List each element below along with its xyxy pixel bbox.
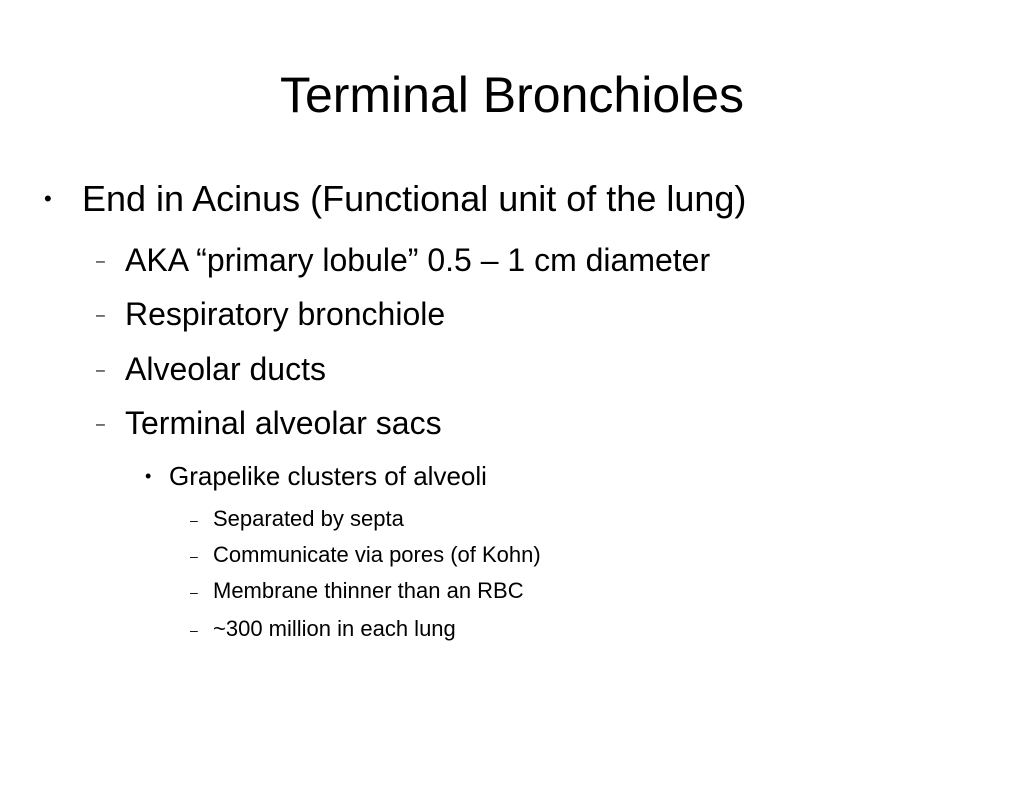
dash-marker: – xyxy=(96,253,105,270)
detail-text: Membrane thinner than an RBC xyxy=(213,578,524,603)
bullet-text: End in Acinus (Functional unit of the lung) xyxy=(82,178,747,219)
sub-bullet-text: Terminal alveolar sacs xyxy=(125,405,442,441)
dash-marker: – xyxy=(190,548,198,564)
sub-bullet-text: Respiratory bronchiole xyxy=(125,296,446,332)
slide-title: Terminal Bronchioles xyxy=(279,67,745,123)
dash-marker: – xyxy=(190,622,198,638)
sub-sub-bullet-text: Grapelike clusters of alveoli xyxy=(169,461,487,491)
bullet-marker: • xyxy=(145,466,152,486)
detail-text: Communicate via pores (of Kohn) xyxy=(213,542,541,567)
dash-marker: – xyxy=(96,307,105,324)
dash-marker: – xyxy=(96,416,105,433)
sub-bullet-text: Alveolar ducts xyxy=(125,351,326,387)
dash-marker: – xyxy=(96,362,105,379)
bullet-marker: • xyxy=(44,186,52,211)
dash-marker: – xyxy=(190,584,198,600)
detail-text: ~300 million in each lung xyxy=(213,616,456,641)
dash-marker: – xyxy=(190,512,198,528)
sub-bullet-text: AKA “primary lobule” 0.5 – 1 cm diameter xyxy=(125,242,711,278)
detail-text: Separated by septa xyxy=(213,506,404,531)
